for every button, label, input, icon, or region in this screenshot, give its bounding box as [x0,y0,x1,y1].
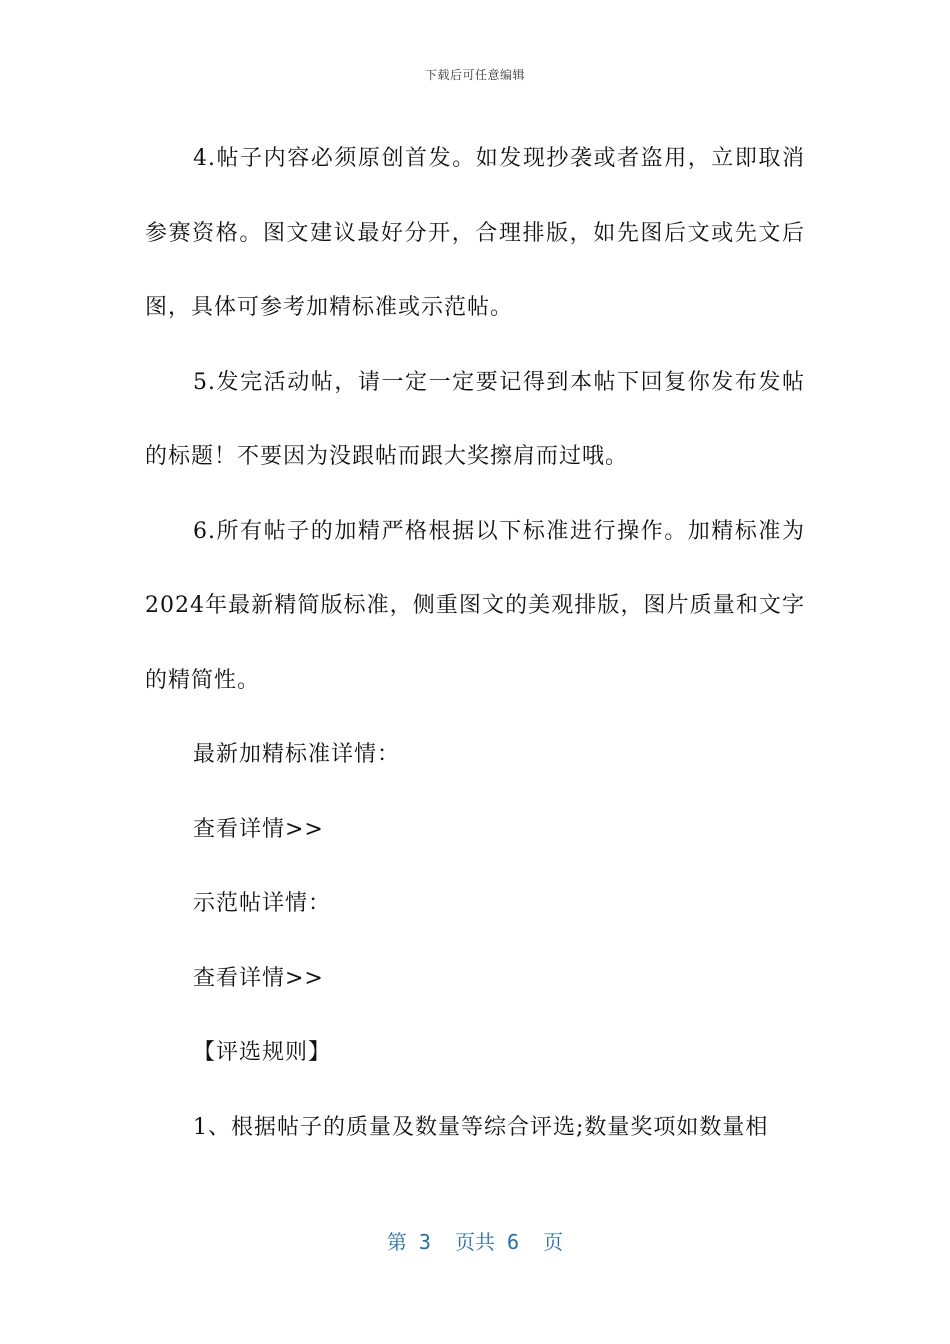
selection-rules-heading: 【评选规则】 [193,1040,332,1065]
view-details-link-1[interactable]: 查看详情>> [193,816,324,842]
latest-standard-label: 最新加精标准详情： [193,742,401,767]
page-footer: 第 3 页共 6 页 [386,1230,564,1254]
page-header: 下载后可任意编辑 [424,68,525,82]
sample-post-label: 示范帖详情： [193,891,332,916]
paragraph-rule-6: 6.所有帖子的加精严格根据以下标准进行操作。加精标准为2024年最新精简版标准，侧重图文的美观排版，图片质量和文字的精简性。 [145,518,805,693]
document-body [145,122,805,1165]
paragraph-rule-4: 4.帖子内容必须原创首发。如发现抄袭或者盗用，立即取消参赛资格。图文建议最好分开，合理排版，如先图后文或先文后图，具体可参考加精标准或示范帖。 [145,146,805,320]
view-details-link-2[interactable]: 查看详情>> [193,965,324,991]
selection-rule-1: 1、根据帖子的质量及数量等综合评选;数量奖项如数量相 [193,1114,769,1140]
paragraph-rule-5: 5.发完活动帖，请一定一定要记得到本帖下回复你发布发帖的标题！不要因为没跟帖而跟大奖擦肩而过哦。 [145,369,805,469]
